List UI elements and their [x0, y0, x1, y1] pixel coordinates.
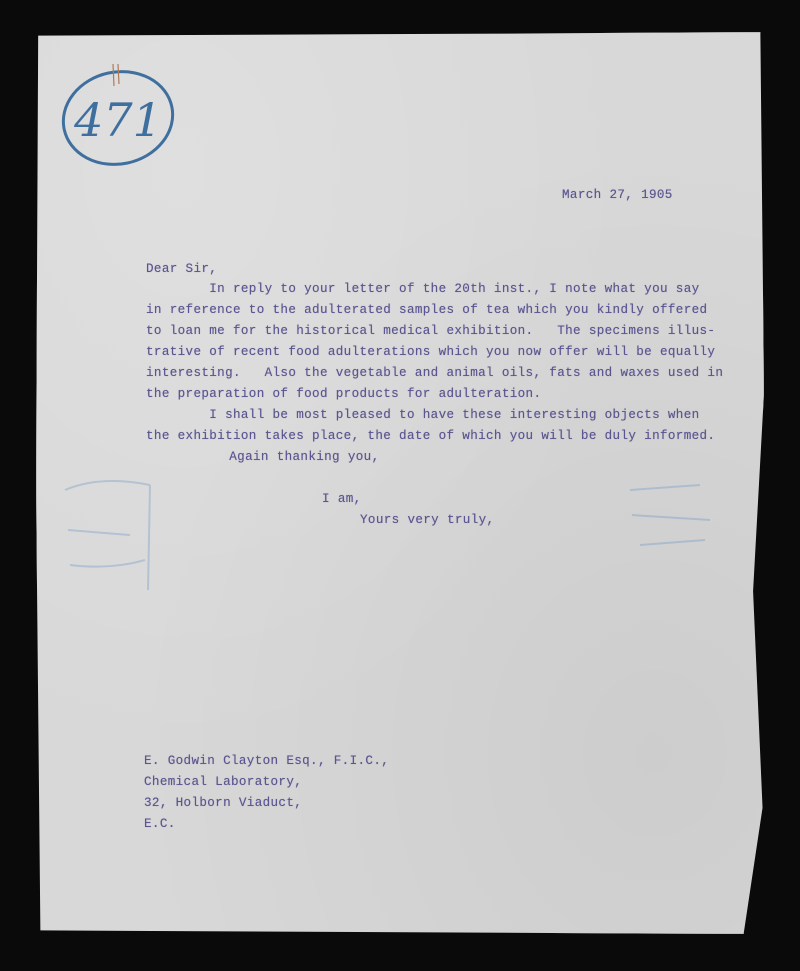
ink-bleed-mark [620, 470, 720, 560]
recipient-address-line: E. Godwin Clayton Esq., F.I.C., [144, 754, 390, 768]
letter-body-line: the exhibition takes place, the date of which you will be duly informed. [146, 429, 716, 443]
salutation: Dear Sir, [146, 262, 218, 276]
letter-body-line: In reply to your letter of the 20th inst., I note what you say [146, 282, 700, 296]
letter-body-line: I shall be most pleased to have these interesting objects when [146, 408, 700, 422]
letter-body-line: to loan me for the historical medical exhibition. The specimens illus- [146, 324, 716, 338]
letter-body-line: interesting. Also the vegetable and animal oils, fats and waxes used in [146, 366, 724, 380]
folio-stamp [58, 64, 178, 172]
letter-body-line: Again thanking you, [166, 450, 380, 464]
recipient-address-line: Chemical Laboratory, [144, 775, 303, 789]
letter-date: March 27, 1905 [562, 188, 673, 202]
letter-body-line: the preparation of food products for adulteration. [146, 387, 542, 401]
ink-bleed-mark [60, 470, 160, 610]
recipient-address-line: 32, Holborn Viaduct, [144, 796, 303, 810]
closing-line: Yours very truly, [360, 513, 495, 527]
letter-body-line: trative of recent food adulterations which you now offer will be equally [146, 345, 716, 359]
recipient-address-line: E.C. [144, 817, 176, 831]
closing-line: I am, [322, 492, 362, 506]
folio-number: 471 [74, 93, 162, 147]
letter-body-line: in reference to the adulterated samples of tea which you kindly offered [146, 303, 708, 317]
